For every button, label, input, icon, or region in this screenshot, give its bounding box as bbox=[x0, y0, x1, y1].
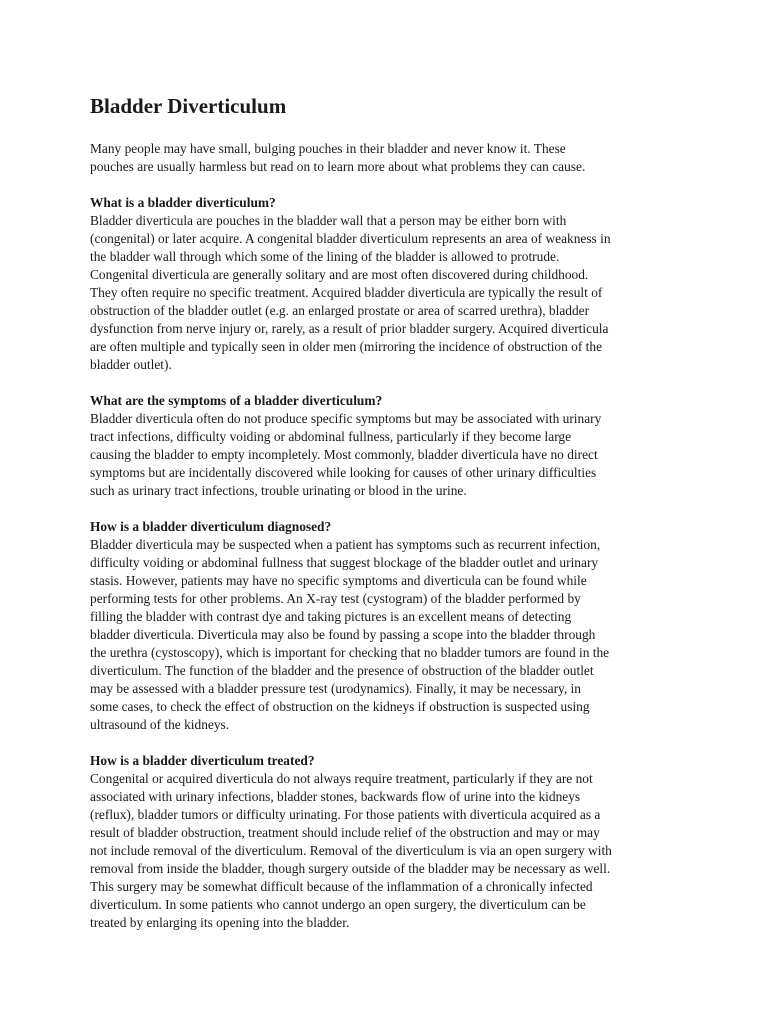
body-line: Bladder diverticula often do not produce specific symptoms but may be associated with urinary bbox=[90, 411, 602, 426]
section-body bbox=[90, 212, 690, 374]
section-heading: What is a bladder diverticulum? bbox=[90, 195, 276, 210]
section-diagnosis bbox=[90, 518, 690, 734]
document-title: Bladder Diverticulum bbox=[90, 94, 287, 118]
body-line: associated with urinary infections, bladder stones, backwards flow of urine into the kidneys bbox=[90, 789, 581, 804]
body-line: are often multiple and typically seen in older men (mirroring the incidence of obstruction of the bbox=[90, 339, 603, 354]
body-line: the bladder wall through which some of the lining of the bladder is allowed to protrude. bbox=[90, 249, 560, 264]
body-line: filling the bladder with contrast dye and taking pictures is an excellent means of detecting bbox=[90, 609, 572, 624]
body-line: the urethra (cystoscopy), which is important for checking that no bladder tumors are found in the bbox=[90, 645, 610, 660]
body-line: some cases, to check the effect of obstruction on the kidneys if obstruction is suspected using bbox=[90, 699, 590, 714]
body-line: bladder outlet). bbox=[90, 357, 172, 372]
section-body bbox=[90, 536, 690, 734]
body-line: dysfunction from nerve injury or, rarely, as a result of prior bladder surgery. Acquired diverticula bbox=[90, 321, 609, 336]
section-heading: What are the symptoms of a bladder diverticulum? bbox=[90, 393, 383, 408]
section-heading: How is a bladder diverticulum treated? bbox=[90, 753, 315, 768]
section-treatment bbox=[90, 752, 690, 932]
document-page bbox=[90, 93, 690, 932]
body-line: Congenital diverticula are generally solitary and are most often discovered during childhood. bbox=[90, 267, 589, 282]
intro-paragraph bbox=[90, 140, 690, 176]
body-line: They often require no specific treatment. Acquired bladder diverticula are typically the result of bbox=[90, 285, 603, 300]
body-line: (reflux), bladder tumors or difficulty urinating. For those patients with diverticula acquired as a bbox=[90, 807, 601, 822]
body-line: obstruction of the bladder outlet (e.g. an enlarged prostate or area of scarred urethra), bladder bbox=[90, 303, 590, 318]
body-line: diverticulum. In some patients who cannot undergo an open surgery, the diverticulum can be bbox=[90, 897, 586, 912]
body-line: performing tests for other problems. An X-ray test (cystogram) of the bladder performed by bbox=[90, 591, 581, 606]
body-line: Bladder diverticula may be suspected when a patient has symptoms such as recurrent infection, bbox=[90, 537, 601, 552]
body-line: may be assessed with a bladder pressure test (urodynamics). Finally, it may be necessary, in bbox=[90, 681, 581, 696]
body-line: This surgery may be somewhat difficult because of the inflammation of a chronically infected bbox=[90, 879, 593, 894]
body-line: removal from inside the bladder, though surgery outside of the bladder may be necessary as well. bbox=[90, 861, 611, 876]
intro-line: pouches are usually harmless but read on to learn more about what problems they can cause. bbox=[90, 159, 586, 174]
body-line: tract infections, difficulty voiding or abdominal fullness, particularly if they become large bbox=[90, 429, 572, 444]
body-line: treated by enlarging its opening into the bladder. bbox=[90, 915, 350, 930]
body-line: not include removal of the diverticulum. Removal of the diverticulum is via an open surgery with bbox=[90, 843, 612, 858]
section-body bbox=[90, 410, 690, 500]
section-body bbox=[90, 770, 690, 932]
section-what-is bbox=[90, 194, 690, 374]
body-line: difficulty voiding or abdominal fullness that suggest blockage of the bladder outlet and urinary bbox=[90, 555, 599, 570]
section-symptoms bbox=[90, 392, 690, 500]
body-line: symptoms but are incidentally discovered while looking for causes of other urinary difficulties bbox=[90, 465, 597, 480]
body-line: Bladder diverticula are pouches in the bladder wall that a person may be either born with bbox=[90, 213, 567, 228]
section-heading: How is a bladder diverticulum diagnosed? bbox=[90, 519, 332, 534]
body-line: bladder diverticula. Diverticula may also be found by passing a scope into the bladder through bbox=[90, 627, 596, 642]
body-line: diverticulum. The function of the bladder and the presence of obstruction of the bladder outlet bbox=[90, 663, 594, 678]
body-line: Congenital or acquired diverticula do not always require treatment, particularly if they are not bbox=[90, 771, 593, 786]
intro-line: Many people may have small, bulging pouches in their bladder and never know it. These bbox=[90, 141, 566, 156]
body-line: such as urinary tract infections, trouble urinating or blood in the urine. bbox=[90, 483, 467, 498]
body-line: result of bladder obstruction, treatment should include relief of the obstruction and may or may bbox=[90, 825, 600, 840]
body-line: stasis. However, patients may have no specific symptoms and diverticula can be found while bbox=[90, 573, 587, 588]
body-line: causing the bladder to empty incompletely. Most commonly, bladder diverticula have no direct bbox=[90, 447, 598, 462]
body-line: (congenital) or later acquire. A congenital bladder diverticulum represents an area of weakness in bbox=[90, 231, 611, 246]
body-line: ultrasound of the kidneys. bbox=[90, 717, 230, 732]
